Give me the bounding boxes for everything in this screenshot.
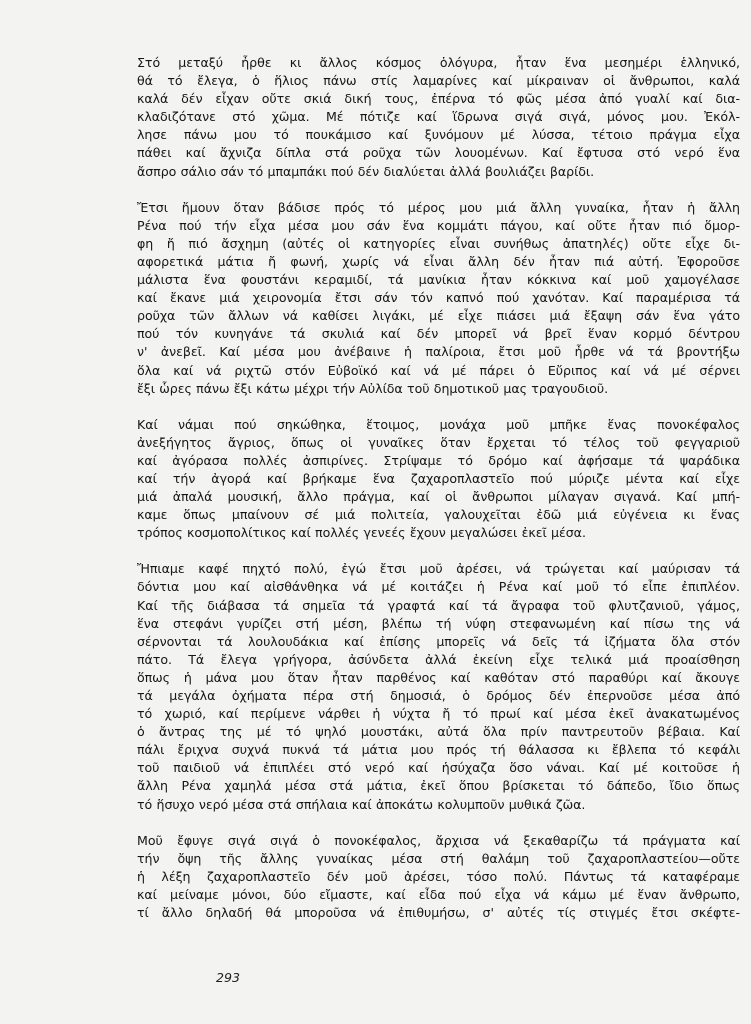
text-line: τήν ὄψη τῆς ἄλλης γυναίκας μέσα στή θαλάμη τοῦ ζαχαροπλαστείου—οὔτε	[137, 850, 740, 866]
text-line: πάθει καί ἄχνιζα δίπλα στά ροῦχα τῶν λουομένων. Καί ἔφτυσα στό νερό ἕνα	[137, 145, 740, 161]
text-line: λησε πάνω μου τό πουκάμισο καί ξυνόμουν μέ λύσσα, τέτοιο πράγμα εἶχα	[137, 127, 740, 143]
text-line: ἡ λέξη ζαχαροπλαστεῖο δέν μοῦ ἀρέσει, τόσο πολύ. Πάντως τά καταφέραμε	[137, 868, 740, 884]
text-line: τό χωριό, καί περίμενε νάρθει ἡ νύχτα ἤ τό πρωί καί μέσα ἐκεῖ ἀνακατωμένος	[137, 706, 740, 722]
paragraph	[137, 54, 740, 181]
text-line: τρόπος κοσμοπολίτικος καί πολλές γενεές ἔχουν μεγαλώσει ἐκεῖ μέσα.	[137, 525, 586, 541]
text-line: τί ἄλλο δηλαδή θά μποροῦσα νά ἐπιθυμήσω, σ' αὐτές τίς στιγμές ἔτσι σκέφτε-	[137, 905, 740, 921]
text-line: καί ἔκανε μιά χειρονομία ἔτσι σάν τόν καπνό πού χανόταν. Καί παραμέρισα τά	[137, 290, 740, 306]
text-line: ἕνα στεφάνι γυρίζει στή μέση, βλέπω τή νύφη στεφανωμένη καί πίσω της νά	[137, 615, 740, 631]
text-line: φη ἤ πιό ἄσχημη (αὐτές οἱ κατηγορίες εἶναι συνήθως ἀπατηλές) οὔτε εἶχε δι-	[137, 235, 740, 251]
text-line: Ἤπιαμε καφέ πηχτό πολύ, ἐγώ ἔτσι μοῦ ἀρέσει, νά τρώγεται καί μαύρισαν τά	[137, 561, 740, 577]
text-line: καί μείναμε μόνοι, δύο εἴμαστε, καί εἶδα πού εἶχα νά κάμω μέ ἕναν ἄνθρωπο,	[137, 886, 740, 902]
text-line: ὅπως ἡ μάνα μου ὅταν ἦταν παρθένος καί καθόταν στό παραθύρι καί ἄκουγε	[137, 669, 740, 685]
text-line: πάλι ἔριχνα συχνά πυκνά τά μάτια μου πρός τή θάλασσα κι ἔβλεπα τό κεφάλι	[137, 742, 740, 758]
paragraph	[137, 832, 740, 922]
text-line: Ἔτσι ἤμουν ὅταν βάδισε πρός τό μέρος μου μιά ἄλλη γυναίκα, ἦταν ἡ ἄλλη	[137, 199, 740, 215]
text-line: θά τό ἔλεγα, ὁ ἥλιος πάνω στίς λαμαρίνες καί μίκραιναν οἱ ἄνθρωποι, καλά	[137, 73, 740, 89]
text-line: πού τόν κυνηγάνε τά σκυλιά καί δέν μπορεῖ νά βρεῖ ἕναν κορμό δέντρου	[137, 326, 740, 342]
text-line: τό ἥσυχο νερό μέσα στά σπήλαια καί ἀποκάτω κολυμποῦν μυθικά ζῶα.	[137, 796, 586, 812]
text-line: ἄσπρο σάλιο σάν τό μπαμπάκι πού δέν διαλύεται ἀλλά βουλιάζει βαρίδι.	[137, 163, 595, 179]
text-line: ν' ἀνεβεῖ. Καί μέσα μου ἀνέβαινε ἡ παλίροια, ἔτσι μοῦ ἦρθε νά τά βροντήξω	[137, 344, 740, 360]
body-text	[137, 54, 740, 940]
text-line: καί τήν ἀγορά καί βρήκαμε ἕνα ζαχαροπλαστεῖο πού μύριζε μέντα καί εἶχε	[137, 470, 740, 486]
text-line: ἔξι ὧρες πάνω ἔξι κάτω μέχρι τήν Αὐλίδα τοῦ δημοτικοῦ μας τραγουδιοῦ.	[137, 380, 609, 396]
text-line: ὁ ἄντρας της μέ τό ψηλό μουστάκι, αὐτά ὅλα πρίν παντρευτοῦν βέβαια. Καί	[137, 724, 740, 740]
text-line: μιά ἀπαλά μουσική, ἄλλο πράγμα, καί οἱ ἄνθρωποι μίλαγαν σιγανά. Καί μπή-	[137, 489, 740, 505]
text-line: κλαδιζότανε στό χῶμα. Μέ πότιζε καί ἵδρωνα σιγά σιγά, μόνος μου. Ἐκόλ-	[137, 109, 740, 125]
text-line: μάλιστα ἕνα φουστάνι κεραμιδί, τά μανίκια ἦταν κόκκινα καί μοῦ χαμογέλασε	[137, 272, 740, 288]
text-line: ὅλα καί νά ριχτῶ στόν Εὐβοϊκό καί νά μέ πάρει ὁ Εὔριπος καί νά μέ σέρνει	[137, 362, 740, 378]
text-line: καί ἀγόρασα πολλές ἀσπιρίνες. Στρίψαμε τό δρόμο καί ἀφήσαμε τά ψαράδικα	[137, 452, 740, 468]
paragraph	[137, 560, 740, 813]
text-line: Καί νάμαι πού σηκώθηκα, ἕτοιμος, μονάχα μοῦ μπῆκε ἕνας πονοκέφαλος	[137, 416, 740, 432]
text-line: ροῦχα τῶν ἄλλων νά καθίσει λιγάκι, μέ εἶχε πιάσει μιά ἔξαψη σάν ἕνα γάτο	[137, 308, 740, 324]
page-number: 293	[216, 970, 241, 985]
text-line: Ρένα πού τήν εἶχα μέσα μου σάν ἕνα κομμάτι πάγου, καί οὔτε ἦταν πιό ὅμορ-	[137, 217, 740, 233]
paragraph	[137, 199, 740, 398]
text-line: πάτο. Τά ἔλεγα γρήγορα, ἀσύνδετα ἀλλά ἐκείνη εἶχε τελικά μιά προαίσθηση	[137, 651, 740, 667]
text-line: αφορετικά μάτια ἤ φωνή, χωρίς νά εἶναι ἄλλη δέν ἦταν πιά αὐτή. Ἐφοροῦσε	[137, 253, 740, 269]
text-line: σέρνονται τά λουλουδάκια καί ἐπίσης μπορεῖς νά δεῖς τά ἰζήματα ὅλα στόν	[137, 633, 740, 649]
text-line: καλά δέν εἶχαν οὔτε σκιά δική τους, ἐπέρνα τό φῶς μέσα ἀπό γυαλί καί δια-	[137, 91, 740, 107]
text-line: Στό μεταξύ ἦρθε κι ἄλλος κόσμος ὁλόγυρα, ἦταν ἕνα μεσημέρι ἑλληνικό,	[137, 55, 740, 70]
text-line: Καί τῆς διάβασα τά σημεῖα τά γραφτά καί τά ἄγραφα τοῦ φλυτζανιοῦ, γάμος,	[137, 597, 740, 613]
text-line: δόντια μου καί αἰσθάνθηκα νά μέ κοιτάζει ἡ Ρένα καί μοῦ τό εἶπε ἐπιπλέον.	[137, 579, 740, 595]
text-line: ἄλλη Ρένα χαμηλά μέσα στά μάτια, ἐκεῖ ὅπου βρίσκεται τό δάπεδο, ἴδιο ὅπως	[137, 778, 740, 794]
text-line: καμε ὅπως μπαίνουν σέ μιά πολιτεία, γαλουχεῖται ἐδῶ μιά εὐγένεια κι ἕνας	[137, 507, 740, 523]
paragraph	[137, 416, 740, 543]
text-line: ἀνεξήγητος ἄγριος, ὅπως οἱ γυναῖκες ὅταν ἔρχεται τό τέλος τοῦ φεγγαριοῦ	[137, 434, 740, 450]
text-line: Μοῦ ἔφυγε σιγά σιγά ὁ πονοκέφαλος, ἄρχισα νά ξεκαθαρίζω τά πράγματα καί	[137, 832, 740, 848]
text-line: τά μεγάλα ὀχήματα πέρα στή δημοσιά, ὁ δρόμος δέν ἐπερνοῦσε μέσα ἀπό	[137, 688, 740, 703]
text-line: τοῦ παιδιοῦ νά ἐπιπλέει στό νερό καί ἡσύχαζα ὅσο νάναι. Καί μέ κοιτοῦσε ἡ	[137, 760, 740, 776]
